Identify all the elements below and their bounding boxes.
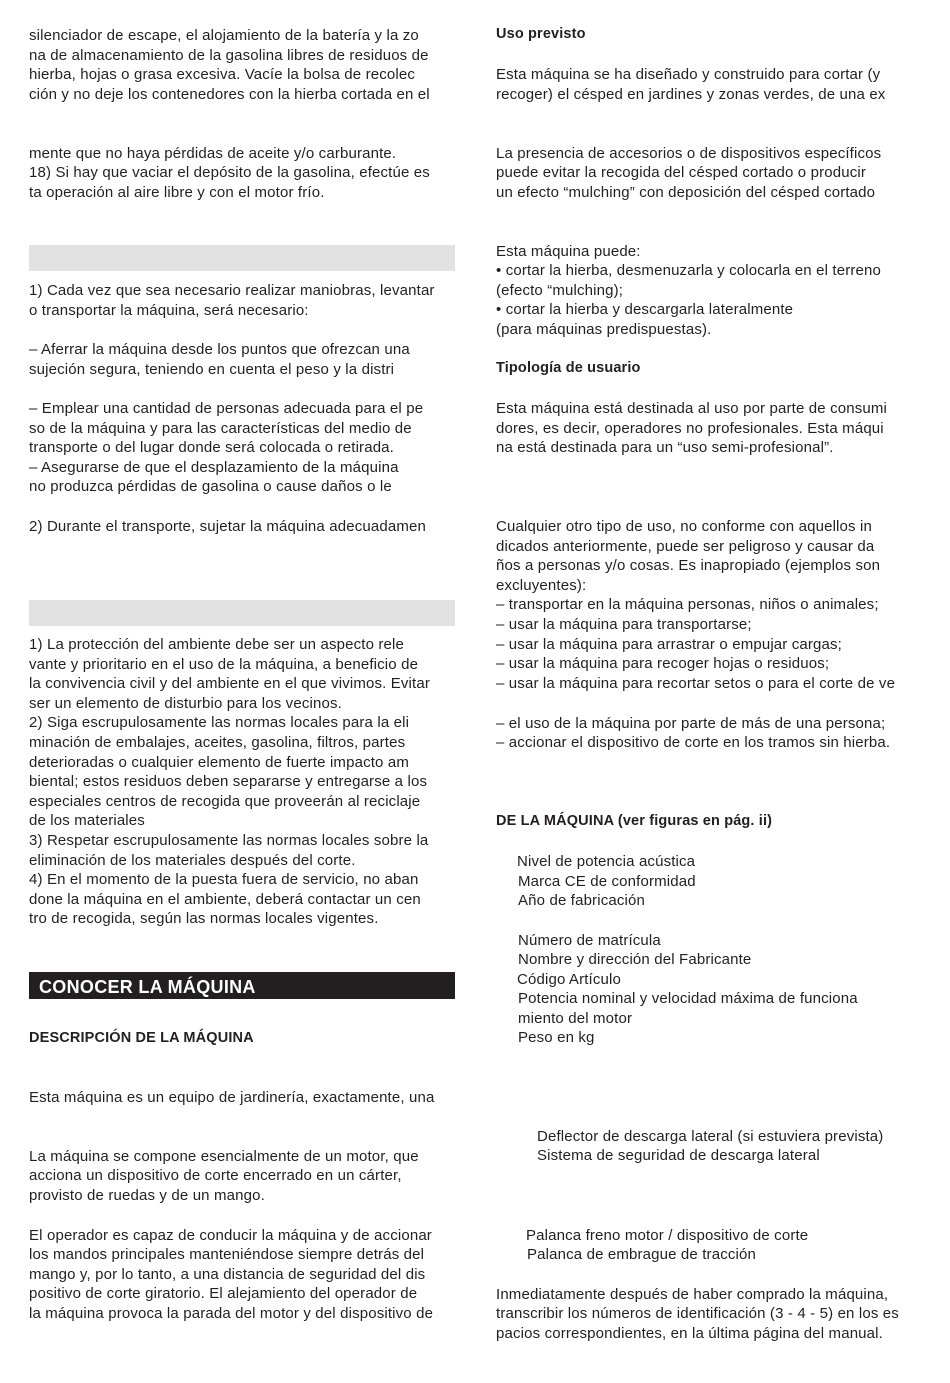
paragraph-equipment: Esta máquina es un equipo de jardinería, exactamente, una bbox=[29, 1088, 435, 1106]
text-line: El operador es capaz de conducir la máquina y de accionar bbox=[29, 1226, 432, 1244]
text-line: la convivencia civil y del ambiente en el que vivimos. Evitar bbox=[29, 675, 430, 693]
text-line: biental; estos residuos deben separarse y entregarse a los bbox=[29, 773, 428, 791]
text-line: La máquina se compone esencialmente de un motor, que bbox=[29, 1147, 419, 1165]
paragraph-transport-fix: 2) Durante el transporte, sujetar la máquina adecuadamen bbox=[29, 517, 426, 535]
section-bar-environment bbox=[29, 600, 455, 626]
label-item: Código Artículo bbox=[517, 970, 621, 988]
text-line: transcribir los números de identificación (3 - 4 - 5) en los es bbox=[496, 1305, 899, 1322]
list-item: transporte o del lugar donde será colocada o retirada. bbox=[29, 439, 394, 456]
list-item: sujeción segura, teniendo en cuenta el peso y la distri bbox=[29, 360, 395, 378]
text-line: 2) Siga escrupulosamente las normas locales para la eli bbox=[29, 714, 410, 732]
text-line: provisto de ruedas y de un mango. bbox=[29, 1186, 265, 1204]
text-line: un efecto “mulching” con deposición del césped cortado bbox=[496, 183, 876, 201]
text-line: la máquina provoca la parada del motor y del dispositivo de bbox=[29, 1304, 434, 1322]
label-item: Sistema de seguridad de descarga lateral bbox=[537, 1147, 820, 1164]
text-line: deterioradas o cualquier elemento de fuerte impacto am bbox=[29, 753, 409, 771]
label-item: Potencia nominal y velocidad máxima de funciona bbox=[518, 990, 858, 1007]
text-line: recoger) el césped en jardines y zonas verdes, de una ex bbox=[496, 85, 886, 103]
text-line: ción y no deje los contenedores con la hierba cortada en el bbox=[29, 85, 430, 103]
label-item: Nivel de potencia acústica bbox=[517, 853, 696, 870]
list-item: – Emplear una cantidad de personas adecuada para el pe bbox=[29, 400, 424, 417]
text-line: acciona un dispositivo de corte encerrado en un cárter, bbox=[29, 1167, 402, 1184]
text-line: ta operación al aire libre y con el motor frío. bbox=[29, 183, 325, 201]
text-line: na de almacenamiento de la gasolina libres de residuos de bbox=[29, 46, 429, 64]
list-item: (efecto “mulching); bbox=[496, 281, 624, 299]
heading-de-la-maquina: DE LA MÁQUINA (ver figuras en pág. ii) bbox=[496, 813, 773, 829]
text-line: na está destinada para un “uso semi-profesional”. bbox=[496, 439, 834, 456]
text-line: 3) Respetar escrupulosamente las normas locales sobre la bbox=[29, 832, 429, 849]
list-item: – accionar el dispositivo de corte en los tramos sin hierba. bbox=[496, 734, 891, 751]
label-item: Peso en kg bbox=[518, 1029, 595, 1046]
text-line: vante y prioritario en el uso de la máquina, a beneficio de bbox=[29, 655, 419, 673]
list-item: • cortar la hierba, desmenuzarla y colocarla en el terreno bbox=[496, 262, 881, 279]
text-line: Cualquier otro tipo de uso, no conforme con aquellos in bbox=[496, 518, 872, 535]
text-line: ños a personas y/o cosas. Es inapropiado (ejemplos son bbox=[496, 557, 881, 575]
text-line: tro de recogida, según las normas locales vigentes. bbox=[29, 910, 379, 928]
label-item: Palanca de embrague de tracción bbox=[527, 1246, 756, 1263]
list-item: – usar la máquina para transportarse; bbox=[496, 616, 752, 633]
text-line: La presencia de accesorios o de dispositivos específicos bbox=[496, 144, 882, 162]
label-item: miento del motor bbox=[518, 1009, 633, 1027]
text-line: eliminación de los materiales después del corte. bbox=[29, 851, 356, 869]
list-item: • cortar la hierba y descargarla lateralmente bbox=[496, 301, 794, 318]
text-line: puede evitar la recogida del césped cortado o producir bbox=[496, 164, 866, 181]
section-bar-transport bbox=[29, 245, 455, 271]
text-line: los mandos principales manteniéndose siempre detrás del bbox=[29, 1246, 425, 1263]
text-line: especiales centros de recogida que proveerán al reciclaje bbox=[29, 792, 421, 810]
text-line: ser un elemento de disturbio para los vecinos. bbox=[29, 694, 342, 712]
text-line: 4) En el momento de la puesta fuera de servicio, no aban bbox=[29, 871, 419, 889]
text-line: silenciador de escape, el alojamiento de la batería y la zo bbox=[29, 27, 419, 44]
subheading-descripcion: DESCRIPCIÓN DE LA MÁQUINA bbox=[29, 1029, 254, 1046]
text-line: Esta máquina está destinada al uso por parte de consumi bbox=[496, 400, 887, 417]
list-item: – transportar en la máquina personas, niños o animales; bbox=[496, 596, 879, 614]
list-item: – usar la máquina para recortar setos o para el corte de ve bbox=[496, 674, 896, 692]
text-line: 1) Cada vez que sea necesario realizar maniobras, levantar bbox=[29, 282, 435, 299]
label-item: Año de fabricación bbox=[518, 892, 645, 909]
text-line: dicados anteriormente, puede ser peligroso y causar da bbox=[496, 537, 875, 555]
text-line: de los materiales bbox=[29, 812, 145, 830]
label-item: Marca CE de conformidad bbox=[518, 872, 696, 890]
text-line: mente que no haya pérdidas de aceite y/o carburante. bbox=[29, 144, 397, 162]
text-line: mango y, por lo tanto, a una distancia de seguridad del dis bbox=[29, 1265, 426, 1283]
list-item: – el uso de la máquina por parte de más de una persona; bbox=[496, 714, 886, 732]
label-item: Palanca freno motor / dispositivo de corte bbox=[526, 1226, 809, 1244]
list-item: no produzca pérdidas de gasolina o cause daños o le bbox=[29, 478, 392, 495]
text-line: done la máquina en el ambiente, deberá contactar un cen bbox=[29, 890, 421, 908]
text-line: hierba, hojas o grasa excesiva. Vacíe la bolsa de recolec bbox=[29, 66, 415, 83]
list-item: (para máquinas predispuestas). bbox=[496, 320, 712, 338]
list-item: – usar la máquina para recoger hojas o residuos; bbox=[496, 655, 830, 673]
list-item: so de la máquina y para las características del medio de bbox=[29, 419, 412, 437]
right-column bbox=[496, 0, 926, 1383]
heading-tipologia: Tipología de usuario bbox=[496, 360, 641, 376]
text-line: Inmediatamente después de haber comprado la máquina, bbox=[496, 1285, 889, 1303]
text-line: Esta máquina puede: bbox=[496, 242, 641, 260]
section-title-conocer: CONOCER LA MÁQUINA bbox=[29, 972, 455, 999]
text-line: dores, es decir, operadores no profesionales. Esta máqui bbox=[496, 419, 884, 437]
left-column bbox=[29, 0, 455, 1383]
text-line: pacios correspondientes, en la última página del manual. bbox=[496, 1324, 883, 1342]
heading-uso-previsto: Uso previsto bbox=[496, 26, 586, 42]
list-item: – Aferrar la máquina desde los puntos que ofrezcan una bbox=[29, 341, 410, 358]
text-line: 18) Si hay que vaciar el depósito de la gasolina, efectúe es bbox=[29, 164, 430, 181]
list-item: – usar la máquina para arrastrar o empujar cargas; bbox=[496, 635, 842, 653]
text-line: o transportar la máquina, será necesario: bbox=[29, 301, 309, 319]
text-line: minación de embalajes, aceites, gasolina, filtros, partes bbox=[29, 734, 406, 751]
label-item: Número de matrícula bbox=[518, 931, 661, 949]
text-line: Esta máquina se ha diseñado y construido para cortar (y bbox=[496, 66, 881, 83]
label-item: Nombre y dirección del Fabricante bbox=[518, 951, 752, 968]
text-line: 1) La protección del ambiente debe ser un aspecto rele bbox=[29, 636, 404, 653]
text-line: positivo de corte giratorio. El alejamiento del operador de bbox=[29, 1285, 418, 1302]
text-line: excluyentes): bbox=[496, 576, 587, 594]
label-item: Deflector de descarga lateral (si estuviera prevista) bbox=[537, 1127, 884, 1145]
list-item: – Asegurarse de que el desplazamiento de la máquina bbox=[29, 458, 399, 476]
